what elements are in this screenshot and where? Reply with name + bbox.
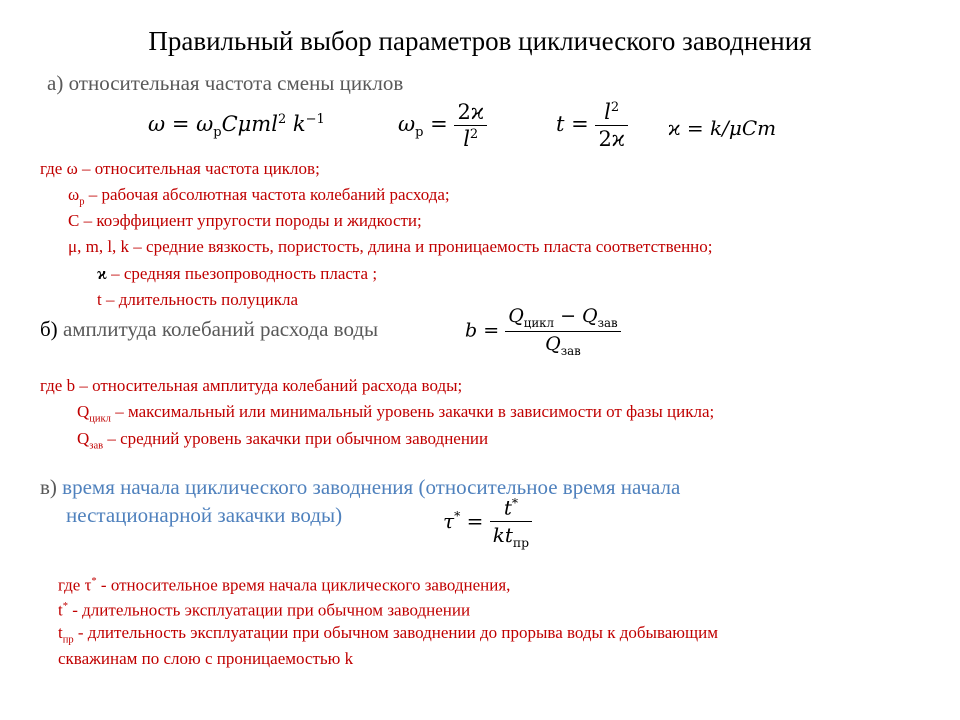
formula-b: [465, 305, 621, 358]
def-q-zav-text: – средний уровень закачки при обычном заводнении: [103, 429, 489, 448]
def-t-pr-pre: t: [58, 623, 63, 642]
section-c-heading-line-1: время начала циклического заводнения (относительное время начала: [56, 475, 681, 499]
formula-omega-wp: ω: [196, 112, 214, 136]
formula-omega-p-lhs: ω: [398, 112, 416, 136]
formula-tau-num: [490, 495, 532, 522]
formula-omega-p-den: l: [463, 127, 470, 151]
formula-b-q1: Q: [508, 305, 524, 327]
def-t-star-sup: *: [62, 601, 68, 612]
formula-b-num: [505, 305, 620, 332]
formula-b-q2-sub: зав: [597, 315, 618, 330]
formula-omega-p: [398, 100, 487, 151]
formula-t-den: 2ϰ: [598, 127, 625, 151]
formula-omega-lhs: ω: [148, 112, 166, 136]
section-b-heading-text: амплитуда колебаний расхода воды: [57, 317, 379, 341]
formula-b-den: [505, 332, 620, 358]
def-q-zav: [77, 426, 488, 459]
formula-tau-den-kt: kt: [492, 522, 513, 547]
formula-b-eq: =: [483, 319, 500, 342]
formula-kappa-lhs: ϰ: [668, 116, 681, 140]
formula-t-num-pow: 2: [610, 100, 620, 115]
formula-b-minus: −: [560, 305, 576, 327]
section-b-heading: [40, 317, 378, 342]
section-c-heading: [40, 475, 680, 500]
formula-omega-rhs: Cμml: [221, 112, 278, 136]
formula-t-eq: =: [571, 112, 589, 136]
formula-t-lhs: t: [556, 112, 565, 136]
def-b: где b – относительная амплитуда колебаний расхода воды;: [40, 376, 463, 395]
formula-b-lhs: b: [465, 319, 478, 342]
formula-omega-p-den-pow: 2: [469, 127, 479, 142]
def-tau-sup: *: [91, 576, 97, 587]
def-omega-p-text: – рабочая абсолютная частота колебаний расхода;: [84, 185, 450, 204]
def-mu-m-l-k: μ, m, l, k – средние вязкость, пористость, длина и проницаемость пласта соответственно;: [68, 237, 713, 256]
formula-t-num-wrap: [595, 100, 627, 126]
def-q-cycle-sub: цикл: [89, 413, 111, 425]
def-kappa: [97, 261, 377, 287]
formula-tau-fraction: [490, 495, 532, 550]
def-omega-p-symbol: ω: [68, 185, 80, 204]
formula-omega-p-fraction: [454, 100, 486, 151]
formula-omega-eq: =: [171, 112, 190, 136]
section-c-heading-line-2: нестационарной закачки воды): [66, 503, 343, 527]
formula-tau-lhs: τ: [443, 508, 455, 533]
def-q-cycle-text: – максимальный или минимальный уровень закачки в зависимости от фазы цикла;: [110, 402, 715, 421]
formula-omega-kpow: −1: [305, 112, 325, 127]
def-t: t – длительность полуцикла: [97, 290, 299, 309]
formula-omega-k: k: [292, 112, 306, 136]
formula-omega-p-num: 2ϰ: [454, 100, 486, 126]
formula-tau: [443, 495, 532, 550]
formula-omega-p-eq: =: [430, 112, 448, 136]
formula-tau-den-sub: пр: [512, 534, 530, 550]
def-tau-text: - относительное время начала циклического заводнения,: [96, 575, 511, 595]
def-omega-p-sub: р: [79, 196, 85, 208]
formula-omega-wp-sub: р: [213, 125, 222, 141]
formula-kappa: [668, 116, 776, 140]
def-t-pr-text: - длительность эксплуатации при обычном заводнении до прорыва воды к добывающим: [73, 623, 718, 642]
def-kappa-symbol: ϰ: [97, 264, 107, 283]
def-t-pr-sub: пр: [62, 634, 74, 646]
formula-omega: [148, 112, 325, 140]
formula-tau-den: [490, 522, 532, 550]
formula-t: [556, 100, 628, 151]
def-q-zav-sub: зав: [89, 440, 104, 452]
page-title: Правильный выбор параметров циклического заводнения: [148, 26, 812, 56]
def-t-star-pre: t: [58, 600, 63, 620]
formula-omega-p-lhs-sub: р: [415, 125, 424, 141]
formula-b-den-q: Q: [545, 332, 561, 355]
formula-omega-pow: 2: [277, 112, 287, 127]
formula-b-q2: Q: [582, 305, 598, 327]
def-t-pr-line-2: скважинам по слою с проницаемостью k: [58, 649, 354, 668]
def-tau-pre: где τ: [58, 575, 92, 595]
formula-t-num: l: [604, 100, 611, 124]
def-kappa-text: – средняя пьезопроводность пласта ;: [106, 264, 378, 283]
def-omega: где ω – относительная частота циклов;: [40, 159, 320, 178]
formula-kappa-rhs: k/μCm: [709, 116, 777, 140]
formula-t-fraction: [595, 100, 627, 151]
formula-tau-num-sup: *: [511, 495, 519, 510]
formula-omega-p-den-wrap: [454, 126, 486, 151]
formula-tau-lhs-sup: *: [454, 508, 461, 524]
section-b-label: б): [40, 317, 58, 341]
def-q-zav-symbol: Q: [77, 429, 90, 448]
formula-kappa-eq: =: [686, 116, 704, 140]
formula-tau-num-t: t: [503, 495, 512, 520]
def-c: С – коэффициент упругости породы и жидкости;: [68, 211, 422, 230]
section-c-label: в): [40, 475, 57, 499]
def-q-cycle-symbol: Q: [77, 402, 90, 421]
formula-b-fraction: [505, 305, 620, 358]
formula-tau-eq: =: [466, 508, 484, 533]
formula-b-den-sub: зав: [560, 343, 581, 358]
section-a-heading: а) относительная частота смены циклов: [47, 71, 404, 95]
formula-b-q1-sub: цикл: [523, 315, 555, 330]
def-t-star-text: - длительность эксплуатации при обычном заводнении: [68, 600, 471, 620]
